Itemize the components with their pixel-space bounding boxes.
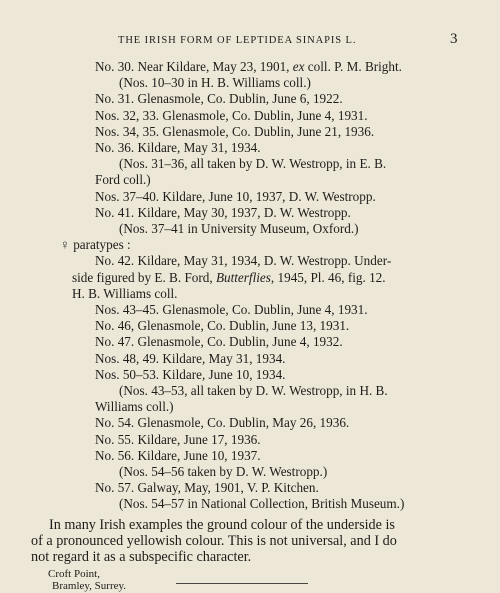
record-line: H. B. Williams coll.	[72, 285, 178, 301]
record-line: Nos. 50–53. Kildare, June 10, 1934.	[95, 366, 286, 382]
record-line: No. 46, Glenasmole, Co. Dublin, June 13, 1931.	[95, 318, 350, 334]
record-line: Nos. 48, 49. Kildare, May 31, 1934.	[95, 350, 286, 366]
record-line: side figured by E. B. Ford, Butterflies, 1945, Pl. 46, fig. 12.	[72, 269, 386, 285]
closing-rule	[176, 583, 308, 584]
page-number: 3	[450, 31, 458, 47]
record-line: No. 30. Near Kildare, May 23, 1901, ex coll. P. M. Bright.	[95, 59, 402, 74]
record-line: Williams coll.)	[95, 399, 174, 415]
record-line: No. 56. Kildare, June 10, 1937.	[95, 447, 261, 463]
record-line: (Nos. 54–57 in National Collection, British Museum.)	[119, 496, 405, 512]
record-line: (Nos. 37–41 in University Museum, Oxford.)	[119, 221, 359, 236]
record-line: Nos. 43–45. Glenasmole, Co. Dublin, June 4, 1931.	[95, 302, 368, 317]
record-line: No. 42. Kildare, May 31, 1934, D. W. Westropp. Under-	[95, 253, 392, 269]
paragraph-line: not regard it as a subspecific character.	[31, 548, 252, 565]
record-line: Nos. 32, 33. Glenasmole, Co. Dublin, June 4, 1931.	[95, 107, 368, 123]
record-line: No. 41. Kildare, May 30, 1937, D. W. Westropp.	[95, 204, 351, 220]
record-line: (Nos. 10–30 in H. B. Williams coll.)	[119, 75, 311, 91]
record-line: No. 55. Kildare, June 17, 1936.	[95, 431, 261, 447]
record-line: No. 31. Glenasmole, Co. Dublin, June 6, 1922.	[95, 91, 343, 107]
section-label: ♀ paratypes :	[60, 237, 131, 253]
address-line: Croft Point,	[48, 567, 100, 580]
running-header: THE IRISH FORM OF LEPTIDEA SINAPIS L.	[118, 35, 357, 46]
record-line: No. 57. Galway, May, 1901, V. P. Kitchen.	[95, 480, 319, 496]
paragraph-line: In many Irish examples the ground colour of the underside is	[49, 516, 395, 533]
address-line: Bramley, Surrey.	[52, 579, 127, 592]
record-line: Nos. 37–40. Kildare, June 10, 1937, D. W. Westropp.	[95, 188, 376, 204]
record-line: (Nos. 43–53, all taken by D. W. Westropp, in H. B.	[119, 383, 388, 398]
record-line: Nos. 34, 35. Glenasmole, Co. Dublin, June 21, 1936.	[95, 123, 375, 139]
paragraph-line: of a pronounced yellowish colour. This is not universal, and I do	[31, 532, 397, 549]
record-line: No. 36. Kildare, May 31, 1934.	[95, 140, 261, 155]
record-line: No. 54. Glenasmole, Co. Dublin, May 26, 1936.	[95, 415, 350, 431]
record-line: No. 47. Glenasmole, Co. Dublin, June 4, 1932.	[95, 334, 343, 350]
record-line: Ford coll.)	[95, 172, 151, 188]
record-line: (Nos. 31–36, all taken by D. W. Westropp, in E. B.	[119, 156, 387, 172]
record-line: (Nos. 54–56 taken by D. W. Westropp.)	[119, 464, 328, 479]
